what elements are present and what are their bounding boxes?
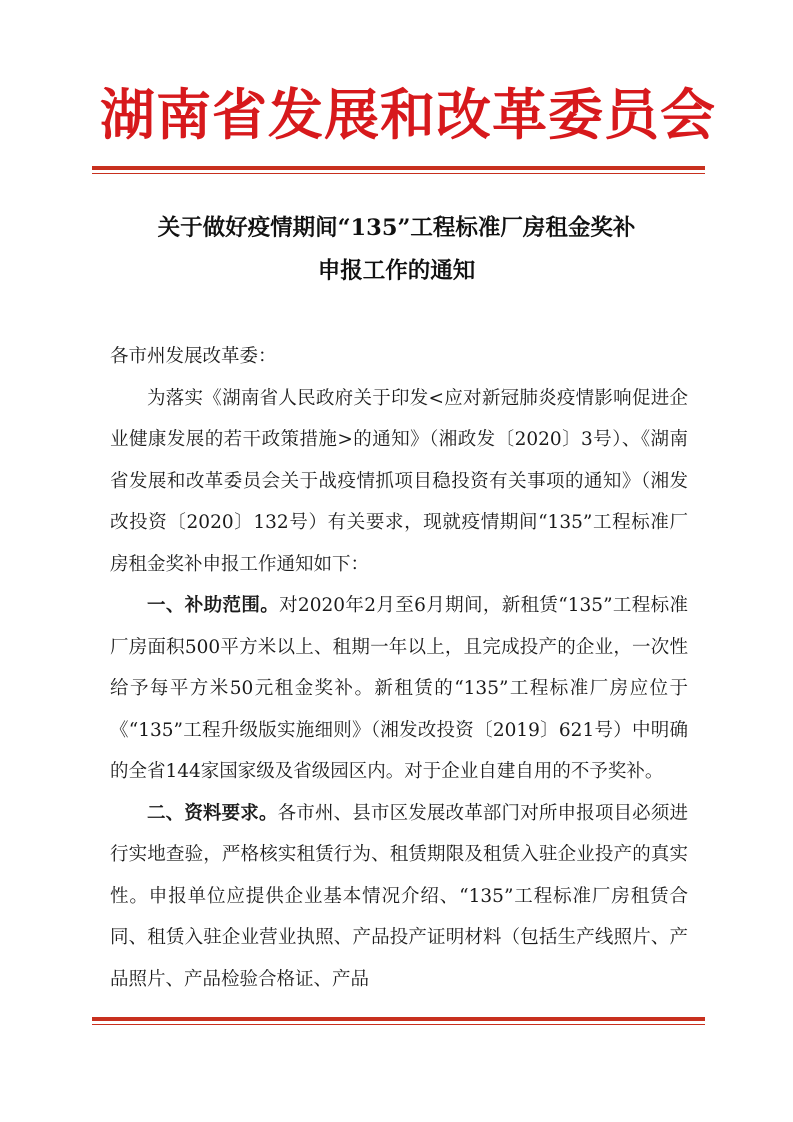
footer-divider: [92, 1017, 705, 1025]
notice-body: [110, 336, 688, 1000]
section-1-text: 对2020年2月至6月期间，新租赁“135”工程标准厂房面积500平方米以上、租期一年以上，且完成投产的企业，一次性给予每平方米50元租金奖补。新租赁的“135”工程标准厂房应位于《“135”工程升级版实施细则》（湘发改投资〔2019〕621号）中明确的全省144家国家级及省级园区内。对于企业自建自用的不予奖补。: [110, 595, 688, 782]
section-2-heading: 二、资料要求。: [147, 802, 278, 824]
masthead-divider: [92, 166, 705, 174]
notice-title: [100, 207, 693, 293]
section-2-paragraph: [110, 793, 688, 1001]
title-line-1: 关于做好疫情期间“135”工程标准厂房租金奖补: [157, 215, 636, 241]
footer-thick-line: [92, 1017, 705, 1021]
section-2-text: 各市州、县市区发展改革部门对所申报项目必须进行实地查验，严格核实租赁行为、租赁期限及租赁入驻企业投产的真实性。申报单位应提供企业基本情况介绍、“135”工程标准厂房租赁合同、租赁入驻企业营业执照、产品投产证明材料（包括生产线照片、产品照片、产品检验合格证、产品: [110, 802, 688, 990]
salutation: 各市州发展改革委：: [110, 346, 277, 367]
intro-paragraph: 为落实《湖南省人民政府关于印发<应对新冠肺炎疫情影响促进企业健康发展的若干政策措施>的通知》（湘政发〔2020〕3号）、《湖南省发展和改革委员会关于战疫情抓项目稳投资有关事项的通知》（湘发改投资〔2020〕132号）有关要求，现就疫情期间“135”工程标准厂房租金奖补申报工作通知如下：: [110, 387, 688, 575]
divider-thick-line: [92, 166, 705, 170]
footer-thin-line: [92, 1024, 705, 1025]
document-masthead: 湖南省发展和改革委员会: [100, 82, 717, 147]
title-line-2: 申报工作的通知: [317, 258, 476, 284]
section-1-heading: 一、补助范围。: [147, 595, 280, 616]
divider-thin-line: [92, 173, 705, 174]
section-1-paragraph: [110, 585, 688, 793]
